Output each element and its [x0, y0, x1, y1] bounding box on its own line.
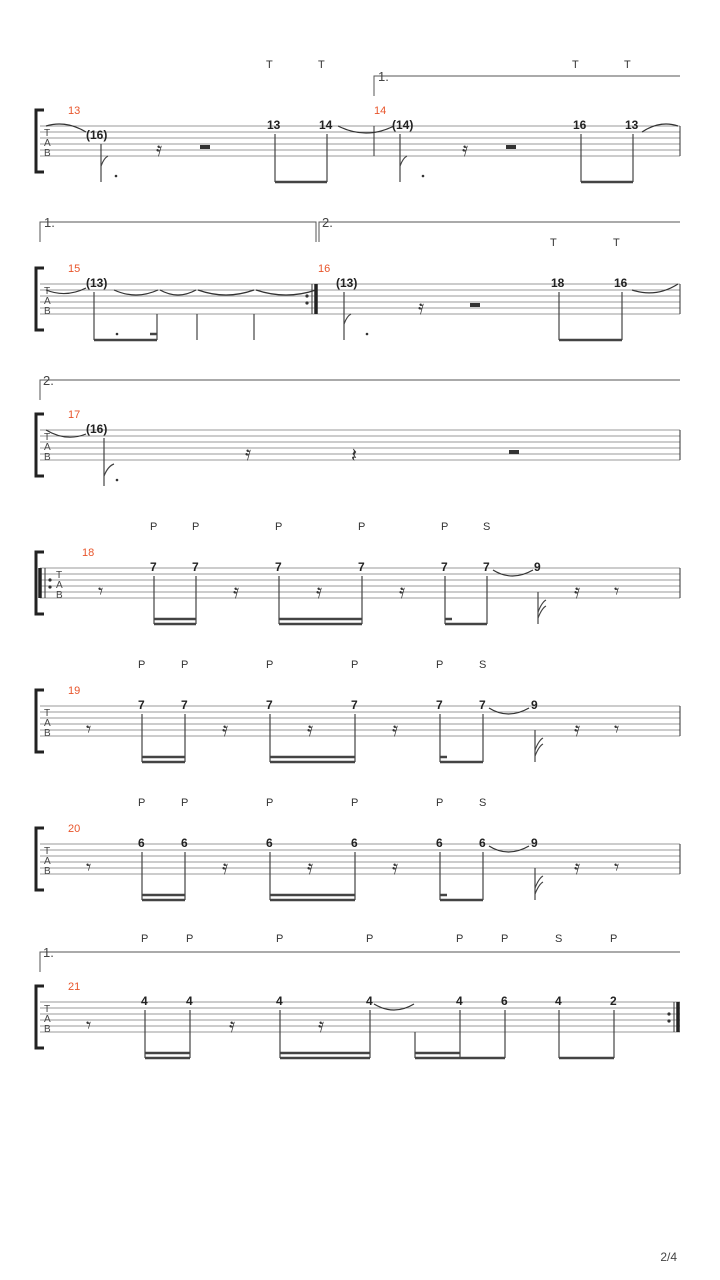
fret-number: 4 [456, 994, 463, 1008]
rest: 𝄿 [574, 855, 581, 879]
measure-number: 17 [68, 409, 81, 421]
tab-letter-a: A [44, 718, 51, 729]
technique-mark: P [351, 797, 359, 809]
fret-number: 7 [351, 698, 358, 712]
technique-mark: P [351, 659, 359, 671]
tab-letter-a: A [44, 1014, 51, 1025]
technique-mark: T [624, 59, 631, 71]
technique-mark: P [456, 933, 464, 945]
fret-number: (13) [336, 276, 358, 290]
fret-number: 7 [266, 698, 273, 712]
technique-mark: P [276, 933, 284, 945]
technique-mark: P [441, 521, 449, 533]
rest: 𝄾 [614, 579, 620, 603]
rest: 𝄾 [98, 579, 104, 603]
fret-number: 6 [138, 836, 145, 850]
technique-mark: P [358, 521, 366, 533]
rest: 𝄽 [351, 443, 358, 467]
rest: 𝄿 [318, 1013, 325, 1037]
staff-row-4 [36, 521, 680, 624]
tab-letter-a: A [44, 856, 51, 867]
rest: 𝄿 [222, 855, 229, 879]
tab-letter-t: T [44, 432, 51, 443]
staff-row-1 [36, 59, 680, 182]
measure-number: 16 [318, 263, 331, 275]
fret-number: 6 [501, 994, 508, 1008]
fret-number: 9 [531, 698, 538, 712]
fret-number: 16 [614, 276, 628, 290]
fret-number: 6 [351, 836, 358, 850]
fret-number: 7 [150, 560, 157, 574]
rest: 𝄿 [245, 441, 252, 465]
rest: 𝄿 [233, 579, 240, 603]
tab-letter-a: A [44, 138, 51, 149]
fret-number: 4 [366, 994, 373, 1008]
fret-number: 4 [276, 994, 283, 1008]
rest: 𝄿 [418, 295, 425, 319]
technique-mark: T [318, 59, 325, 71]
rest: 𝄿 [222, 717, 229, 741]
fret-number: 7 [441, 560, 448, 574]
technique-mark: P [186, 933, 194, 945]
technique-mark: P [266, 659, 274, 671]
technique-mark: P [501, 933, 509, 945]
ending-label: 2. [322, 215, 333, 230]
rest: 𝄾 [86, 855, 92, 879]
technique-mark: P [366, 933, 374, 945]
fret-number: 4 [555, 994, 562, 1008]
fret-number: 7 [483, 560, 490, 574]
rest: 𝄿 [307, 855, 314, 879]
tab-letter-t: T [44, 846, 51, 857]
staff-row-3 [36, 373, 680, 486]
rest: 𝄿 [392, 717, 399, 741]
technique-mark: S [479, 659, 487, 671]
staff-row-7 [36, 933, 680, 1058]
fret-number: 9 [531, 836, 538, 850]
fret-number: 4 [141, 994, 148, 1008]
rest: 𝄿 [574, 717, 581, 741]
fret-number: (14) [392, 118, 414, 132]
fret-number: 9 [534, 560, 541, 574]
rest: 𝄿 [316, 579, 323, 603]
tab-letter-b: B [44, 866, 51, 877]
measure-number: 13 [68, 105, 81, 117]
fret-number: 2 [610, 994, 617, 1008]
rest: 𝄿 [229, 1013, 236, 1037]
fret-number: 13 [625, 118, 639, 132]
fret-number: 13 [267, 118, 281, 132]
fret-number: 7 [181, 698, 188, 712]
technique-mark: P [138, 659, 146, 671]
technique-mark: P [150, 521, 158, 533]
tab-letter-b: B [44, 148, 51, 159]
measure-number: 18 [82, 547, 95, 559]
ending-label: 2. [43, 373, 54, 388]
fret-number: 7 [358, 560, 365, 574]
fret-number: 6 [479, 836, 486, 850]
fret-number: 7 [192, 560, 199, 574]
rest: 𝄿 [399, 579, 406, 603]
technique-mark: P [181, 797, 189, 809]
tab-letter-t: T [44, 128, 51, 139]
technique-mark: P [436, 659, 444, 671]
tab-letter-t: T [56, 570, 63, 581]
fret-number: 14 [319, 118, 333, 132]
technique-mark: P [436, 797, 444, 809]
fret-number: 7 [479, 698, 486, 712]
ending-label: 1. [44, 215, 55, 230]
rest: 𝄿 [462, 137, 469, 161]
fret-number: 7 [275, 560, 282, 574]
staff-row-6 [36, 797, 680, 900]
ending-label: 1. [43, 945, 54, 960]
technique-mark: T [550, 237, 557, 249]
rest: 𝄿 [392, 855, 399, 879]
technique-mark: S [555, 933, 563, 945]
staff-row-2 [36, 215, 680, 340]
rest: 𝄿 [307, 717, 314, 741]
fret-number: (16) [86, 422, 108, 436]
technique-mark: P [138, 797, 146, 809]
fret-number: (16) [86, 128, 108, 142]
rest: 𝄾 [614, 717, 620, 741]
measure-number: 20 [68, 823, 81, 835]
measure-number: 15 [68, 263, 81, 275]
staff-row-5 [36, 659, 680, 762]
fret-number: 16 [573, 118, 587, 132]
technique-mark: P [266, 797, 274, 809]
fret-number: (13) [86, 276, 108, 290]
fret-number: 6 [181, 836, 188, 850]
tab-letter-a: A [44, 296, 51, 307]
tab-letter-t: T [44, 708, 51, 719]
tab-letter-b: B [44, 1024, 51, 1035]
rest: 𝄾 [86, 1013, 92, 1037]
technique-mark: P [181, 659, 189, 671]
tab-letter-b: B [44, 728, 51, 739]
rest: 𝄿 [156, 137, 163, 161]
fret-number: 6 [266, 836, 273, 850]
rest: 𝄿 [574, 579, 581, 603]
tab-letter-a: A [44, 442, 51, 453]
page-number: 2/4 [660, 1250, 677, 1264]
fret-number: 7 [436, 698, 443, 712]
fret-number: 7 [138, 698, 145, 712]
technique-mark: P [610, 933, 618, 945]
tab-letter-t: T [44, 286, 51, 297]
measure-number: 21 [68, 981, 81, 993]
fret-number: 18 [551, 276, 565, 290]
technique-mark: P [275, 521, 283, 533]
measure-number: 19 [68, 685, 81, 697]
fret-number: 4 [186, 994, 193, 1008]
tab-letter-b: B [44, 306, 51, 317]
ending-label: 1. [378, 69, 389, 84]
technique-mark: T [572, 59, 579, 71]
technique-mark: T [613, 237, 620, 249]
tab-letter-b: B [44, 452, 51, 463]
technique-mark: T [266, 59, 273, 71]
technique-mark: S [483, 521, 491, 533]
tab-letter-t: T [44, 1004, 51, 1015]
rest: 𝄾 [86, 717, 92, 741]
tab-letter-a: A [56, 580, 63, 591]
tab-letter-b: B [56, 590, 63, 601]
technique-mark: P [141, 933, 149, 945]
fret-number: 6 [436, 836, 443, 850]
rest: 𝄾 [614, 855, 620, 879]
technique-mark: S [479, 797, 487, 809]
technique-mark: P [192, 521, 200, 533]
measure-number: 14 [374, 105, 387, 117]
